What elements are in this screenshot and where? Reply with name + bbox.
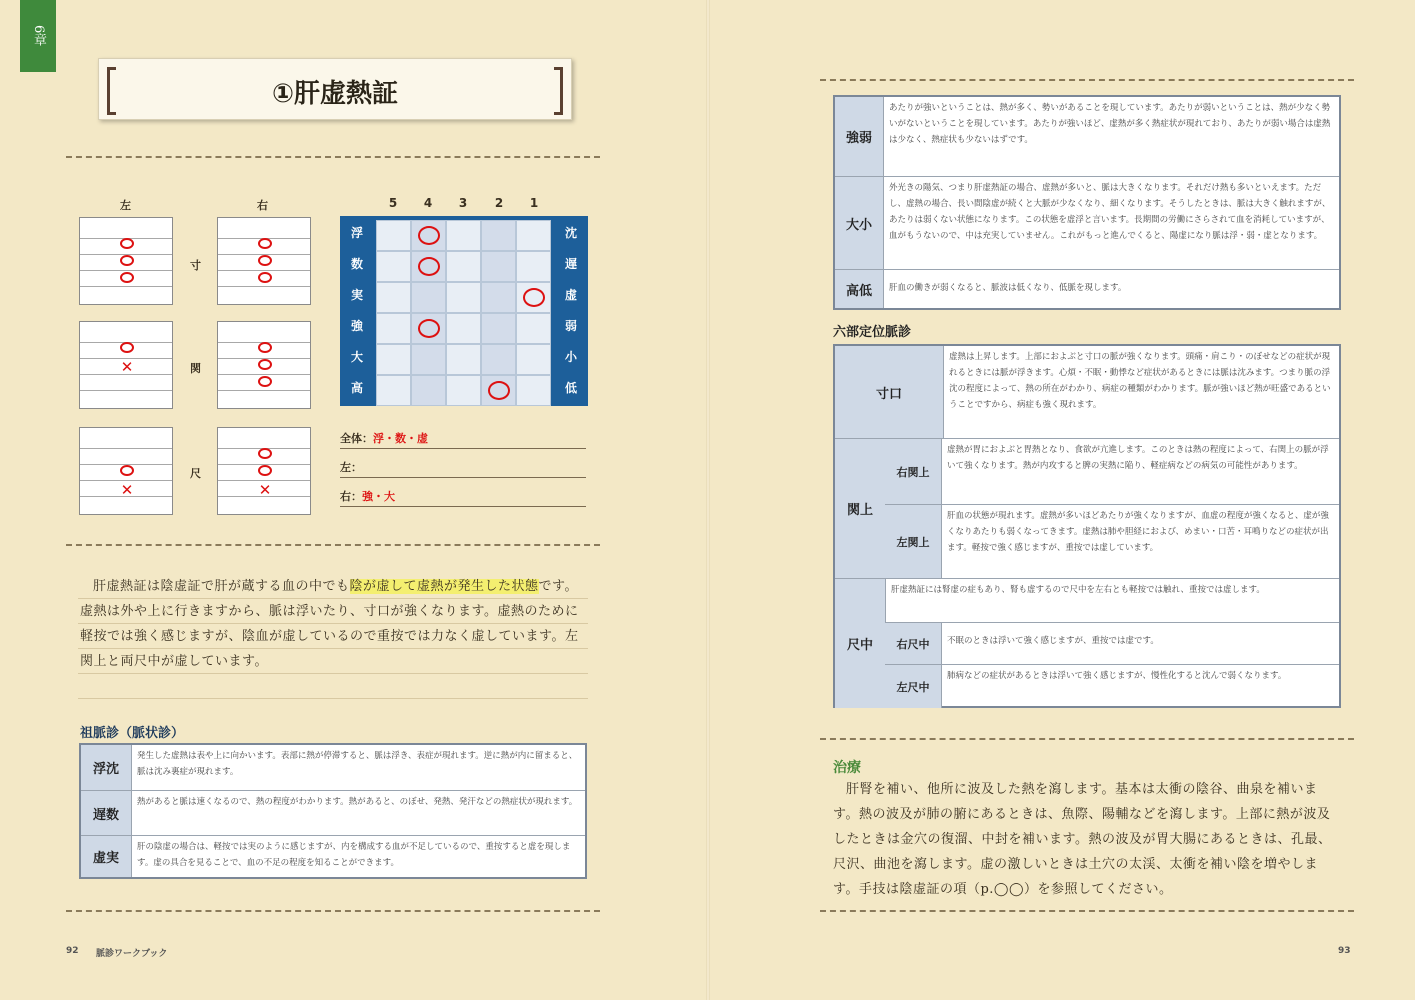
table-row (835, 97, 1339, 176)
pulse-mark-cross: ✕ (120, 358, 134, 376)
summary-overall-label: 全体： (340, 432, 373, 445)
grid-column-number: 5 (388, 196, 398, 210)
summary-right-value: 強・大 (362, 490, 395, 503)
grid-cell (516, 375, 551, 406)
grid-mark-circle (418, 226, 440, 245)
pulse-mark-circle (258, 238, 272, 249)
grid-cell (376, 375, 411, 406)
summary-right-label: 右： (340, 490, 362, 503)
table-row (81, 790, 585, 835)
table-subrow-head: 右関上 (885, 439, 942, 504)
grid-cell (516, 344, 551, 375)
pulse-mark-circle (120, 465, 134, 476)
pulse-mark-circle (258, 342, 272, 353)
grid-cell (516, 220, 551, 251)
divider-top-right (820, 79, 1354, 81)
six-position-table (833, 344, 1341, 708)
grid-left-label: 浮 (350, 226, 363, 240)
grid-mark-circle (418, 257, 440, 276)
book-title-footer: 脈診ワークブック (96, 949, 168, 959)
pulse-box-right-kan (217, 321, 311, 409)
table-row (835, 269, 1339, 308)
grid-cell (516, 251, 551, 282)
pulse-type-table (79, 743, 587, 879)
table-row-head: 尺中 (835, 579, 886, 708)
pulse-mark-circle (258, 255, 272, 266)
grid-mark-circle (418, 319, 440, 338)
table-subrow-head: 右尺中 (885, 622, 942, 665)
summary-right (340, 488, 586, 507)
grid-left-label: 強 (350, 319, 363, 333)
grid-right-label: 弱 (564, 319, 577, 333)
divider-mid-left (66, 544, 600, 546)
table-row (835, 578, 1339, 708)
pulse-box-left-shaku (79, 427, 173, 515)
pulse-mark-circle (120, 342, 134, 353)
table-row-text: 発生した虚熱は表や上に向かいます。表部に熱が停滞すると、脈は浮き、表症が現れます。逆に熱が内に留まると、脈は沈み裏症が現れます。 (137, 751, 578, 777)
table-subrow-text: 虚熱が胃におよぶと胃熱となり、食欲が亢進します。このときは熱の程度によって、右関上の脈が浮いて強くなります。熱が内攻すると脾の実熱に陥り、軽症病などの病気の可能性があります。 (947, 445, 1329, 471)
table-row-text: 肝の陰虚の場合は、軽按では実のように感じますが、内を構成する血が不足しているので、重按すると虚を現します。虚の具合を見ることで、血の不足の程度を知ることができます。 (137, 842, 571, 868)
table-subrow-text: 肝血の状態が現れます。虚熱が多いほどあたりが強くなりますが、血虚の程度が強くなると、虚が強くなりあたりも弱くなってきます。虚熱は肺や胆経におよび、めまい・口苦・耳鳴りなどの症状が出ます。軽按で強く感じますが、重按では虚しています。 (941, 504, 1339, 578)
table-row-text: 肝虚熱証には腎虚の症もあり、腎も虚するので尺中を左右とも軽按では触れ、重按では虚します。 (891, 585, 1265, 595)
title-box (98, 58, 572, 120)
grid-cell (446, 282, 481, 313)
pulse-quality-grid (340, 216, 588, 406)
grid-cell (446, 251, 481, 282)
divider-bottom-left (66, 910, 600, 912)
summary-left (340, 459, 586, 478)
pulse-position-kan: 関 (190, 362, 201, 375)
grid-cell (446, 220, 481, 251)
grid-left-label: 大 (350, 350, 363, 364)
grid-cell (446, 344, 481, 375)
grid-left-label: 実 (350, 288, 363, 302)
table-row-head: 強弱 (835, 97, 884, 176)
body-text-post: です。虚熱は外や上に行きますから、脈は浮いたり、寸口が強くなります。虚熱のために軽按では強く感じますが、陰血が虚しているので重按では力なく虚しています。左関上と両尺中が虚しています。 (80, 579, 579, 669)
pulse-mark-circle (258, 376, 272, 387)
pulse-mark-circle (120, 238, 134, 249)
pulse-strength-table (833, 95, 1341, 310)
pulse-box-right-sun (217, 217, 311, 305)
page-number-right: 93 (1338, 946, 1351, 956)
table-row-head: 寸口 (835, 346, 944, 438)
grid-column-number: 3 (458, 196, 468, 210)
grid-cell (376, 344, 411, 375)
grid-cell (376, 220, 411, 251)
table-row (835, 176, 1339, 269)
divider-top-left (66, 156, 600, 158)
summary-overall (340, 430, 586, 449)
grid-cell (376, 313, 411, 344)
pulse-mark-circle (258, 465, 272, 476)
chapter-tab[interactable]: 6章 (20, 0, 56, 72)
spread-gutter (706, 0, 710, 1000)
grid-left-label: 数 (350, 257, 363, 271)
pulse-position-sun: 寸 (190, 259, 201, 272)
pulse-box-right-shaku (217, 427, 311, 515)
summary-overall-value: 浮・数・虚 (373, 432, 428, 445)
page-title: ①肝虚熱証 (271, 79, 398, 109)
pulse-mark-cross: ✕ (258, 481, 272, 499)
table-row (81, 745, 585, 790)
title-bracket-right (554, 67, 563, 115)
pulse-mark-circle (120, 255, 134, 266)
pulse-right-label: 右 (257, 199, 268, 212)
pulse-mark-cross: ✕ (120, 481, 134, 499)
table-row-head: 関上 (835, 439, 886, 578)
grid-cell (376, 282, 411, 313)
grid-cell (446, 313, 481, 344)
table-row-head: 大小 (835, 177, 884, 269)
grid-cell (481, 344, 516, 375)
table-row-head: 虚実 (81, 836, 132, 877)
treatment-heading: 治療 (833, 760, 861, 776)
summary-left-label: 左： (340, 461, 362, 474)
pulse-left-label: 左 (120, 199, 131, 212)
grid-cell (516, 313, 551, 344)
grid-cell (411, 282, 446, 313)
grid-right-label: 小 (564, 350, 577, 364)
grid-cell (481, 282, 516, 313)
grid-column-number: 4 (423, 196, 433, 210)
table-subrow-head: 左尺中 (885, 664, 942, 708)
body-text-highlight: 陰が虚して虚熱が発生した状態 (349, 579, 539, 594)
grid-right-label: 虚 (564, 288, 577, 302)
grid-cell (411, 375, 446, 406)
table-row (835, 346, 1339, 438)
grid-cell (446, 375, 481, 406)
grid-right-label: 低 (564, 381, 577, 395)
table-row-text: 熱があると脈は速くなるので、熱の程度がわかります。熱があると、のぼせ、発熱、発汗などの熱症状が現れます。 (137, 797, 578, 807)
grid-right-label: 遅 (564, 257, 577, 271)
table-row (81, 835, 585, 877)
divider-bottom-right (820, 910, 1354, 912)
grid-column-number: 2 (494, 196, 504, 210)
section-heading-rokubu: 六部定位脈診 (833, 325, 912, 340)
grid-cell (481, 313, 516, 344)
table-row-text: 外光きの陽気、つまり肝虚熱証の場合、虚熱が多いと、脈は大きくなります。それだけ熱も多いといえます。ただし、虚熱の場合、長い間陰虚が続くと大脈が少なくなり、細くなります。そうしたときは、脈は大きく触れますが、あたりは弱くない状態になります。この状態を虚浮と言います。長期間の労働にさらされて血を消耗していますが、血がもうないので、中は充実していません。これがもっと進んでくると、陽虚になり脈は浮・弱・虚となります。 (889, 183, 1331, 241)
grid-cell (376, 251, 411, 282)
table-subrow-text: 不眠のときは浮いて強く感じますが、重按では虚です。 (941, 622, 1339, 678)
page-number-left: 92 (66, 946, 79, 956)
pulse-mark-circle (258, 448, 272, 459)
pulse-mark-circle (258, 359, 272, 370)
grid-right-label: 沈 (564, 226, 577, 240)
pulse-position-shaku: 尺 (190, 467, 201, 480)
grid-left-label: 高 (350, 381, 363, 395)
section-heading-somyakushin: 祖脈診（脈状診） (80, 726, 185, 741)
table-subrow-head: 左関上 (885, 504, 942, 578)
grid-column-number: 1 (529, 196, 539, 210)
table-row-text: 肝血の働きが弱くなると、脈波は低くなり、低脈を現します。 (889, 283, 1127, 293)
grid-cell (481, 220, 516, 251)
divider-treatment-top (820, 738, 1354, 740)
body-paragraph (80, 574, 590, 674)
table-row-text: 虚熱は上昇します。上部におよぶと寸口の脈が強くなります。頭痛・肩こり・のぼせなどの症状が現れるときには脈が浮きます。心煩・不眠・動悸など症状があるときには脈は沈みます。つまり脈の浮沈の程度によって、熱の所在がわかり、病症の種類がわかります。脈が強いほど熱が旺盛であるということですから、病症も強く現れます。 (949, 352, 1331, 410)
grid-mark-circle (488, 381, 510, 400)
pulse-box-left-sun (79, 217, 173, 305)
table-row (835, 438, 1339, 578)
table-row-head: 遅数 (81, 791, 132, 835)
body-text-pre: 肝虚熱証は陰虚証で肝が蔵する血の中でも (93, 579, 350, 594)
pulse-mark-circle (120, 272, 134, 283)
table-row-head: 高低 (835, 270, 884, 308)
pulse-mark-circle (258, 272, 272, 283)
treatment-text: 肝腎を補い、他所に波及した熱を瀉します。基本は太衝の陰谷、曲泉を補います。熱の波及が肺の腑にあるときは、魚際、陽輔などを瀉します。上部に熱が波及したときは金穴の復溜、中封を補います。熱の波及が胃大腸にあるときは、孔最、尺沢、曲池を瀉します。虚の激しいときは土穴の太渓、太衝を補い陰を増やします。手技は陰虚証の項（p.◯◯）を参照してください。 (833, 782, 1332, 897)
table-row-text: あたりが強いということは、熱が多く、勢いがあることを現しています。あたりが弱いということは、熱が少なく勢いがないということを現しています。あたりが強いほど、虚熱が多く熱症状が現れており、あたりが弱い場合は虚熱は少なく、熱症状も少ないはずです。 (889, 103, 1331, 145)
table-subrow-text: 肺病などの症状があるときは浮いて強く感じますが、慢性化すると沈んで弱くなります。 (941, 664, 1339, 708)
grid-cell (411, 344, 446, 375)
grid-mark-circle (523, 288, 545, 307)
pulse-box-left-kan (79, 321, 173, 409)
grid-cell (481, 251, 516, 282)
table-row-head: 浮沈 (81, 745, 132, 790)
